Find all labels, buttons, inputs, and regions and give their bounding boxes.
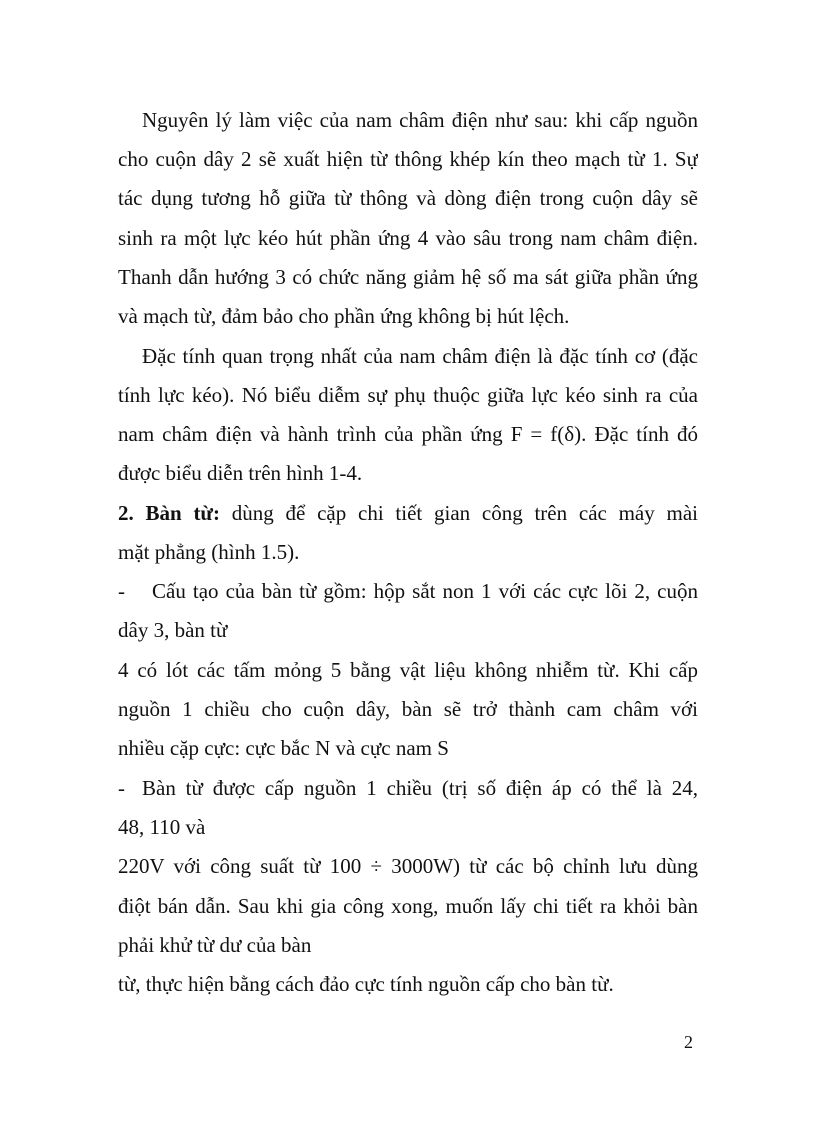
paragraph-line: sinh ra một lực kéo hút phần ứng 4 vào sâu trong nam châm điện. (118, 226, 698, 250)
bullet-line: Bàn từ được cấp nguồn 1 chiều (trị số điện áp có thể là 24, (142, 776, 698, 800)
bullet-line: 4 có lót các tấm mỏng 5 bằng vật liệu không nhiễm từ. Khi cấp (118, 658, 698, 682)
paragraph-line: Nguyên lý làm việc của nam châm điện như sau: khi cấp nguồn (142, 108, 698, 132)
page-number: 2 (684, 1032, 693, 1052)
bullet-dash: - (118, 579, 125, 603)
bullet-line: 48, 110 và (118, 815, 206, 839)
section-heading-line (118, 498, 698, 528)
paragraph-line: Đặc tính quan trọng nhất của nam châm điện là đặc tính cơ (đặc (142, 344, 698, 368)
paragraph-line: cho cuộn dây 2 sẽ xuất hiện từ thông khép kín theo mạch từ 1. Sự (118, 147, 698, 171)
bullet-dash: - (118, 776, 125, 800)
bullet-line: Cấu tạo của bàn từ gồm: hộp sắt non 1 với các cực lõi 2, cuộn (152, 579, 698, 603)
bullet-line: điột bán dẫn. Sau khi gia công xong, muốn lấy chi tiết ra khỏi bàn (118, 894, 698, 918)
bullet-line: 220V với công suất từ 100 ÷ 3000W) từ các bộ chỉnh lưu dùng (118, 854, 698, 878)
bullet-line: nhiều cặp cực: cực bắc N và cực nam S (118, 736, 449, 760)
bullet-line: từ, thực hiện bằng cách đảo cực tính nguồn cấp cho bàn từ. (118, 972, 614, 996)
paragraph-line: tác dụng tương hỗ giữa từ thông và dòng điện trong cuộn dây sẽ (118, 186, 698, 210)
paragraph-line: nam châm điện và hành trình của phần ứng F = f(δ). Đặc tính đó (118, 422, 698, 446)
section-heading: 2. Bàn từ: (118, 501, 221, 525)
paragraph-line: tính lực kéo). Nó biểu diễm sự phụ thuộc giữa lực kéo sinh ra của (118, 383, 698, 407)
section-intro-text: dùng để cặp chi tiết gian công trên các máy mài (220, 501, 698, 525)
bullet-line: dây 3, bàn từ (118, 618, 228, 642)
bullet-line: nguồn 1 chiều cho cuộn dây, bàn sẽ trở thành cam châm với (118, 697, 698, 721)
paragraph-line: và mạch từ, đảm bảo cho phần ứng không bị hút lệch. (118, 304, 570, 328)
paragraph-line: được biểu diễn trên hình 1-4. (118, 461, 363, 485)
bullet-line: phải khử từ dư của bàn (118, 933, 312, 957)
paragraph-line: mặt phẳng (hình 1.5). (118, 540, 300, 564)
paragraph-line: Thanh dẫn hướng 3 có chức năng giảm hệ số ma sát giữa phần ứng (118, 265, 698, 289)
